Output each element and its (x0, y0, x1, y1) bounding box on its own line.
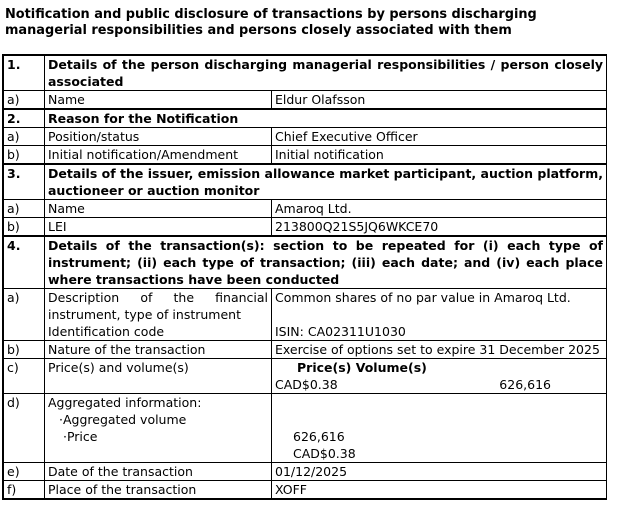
field-value (272, 359, 607, 394)
spacer (275, 306, 603, 323)
table-row (4, 146, 607, 164)
field-name: Name (45, 91, 272, 109)
section-1-heading: Details of the person discharging managerial responsibilities / person closely associated (45, 56, 607, 91)
field-value: XOFF (272, 481, 607, 499)
field-value (272, 394, 607, 463)
field-value: 213800Q21S5JQ6WKCE70 (272, 218, 607, 236)
section-2-number: 2. (4, 110, 45, 128)
row-label: a) (4, 200, 45, 218)
price-volume-header: Price(s) Volume(s) (297, 360, 427, 375)
row-label: a) (4, 289, 45, 341)
section-3-number: 3. (4, 165, 45, 200)
field-name: Date of the transaction (45, 463, 272, 481)
row-label: c) (4, 359, 45, 394)
field-name: Price(s) and volume(s) (45, 359, 272, 394)
aggregated-information-label: Aggregated information: (48, 395, 202, 410)
instrument-description-value: Common shares of no par value in Amaroq Ltd. (275, 290, 571, 305)
row-label: a) (4, 91, 45, 109)
row-label: b) (4, 341, 45, 359)
section-1-number: 1. (4, 56, 45, 91)
aggregated-volume-value: 626,616 (293, 429, 345, 444)
row-label: a) (4, 128, 45, 146)
identification-code-label: Identification code (48, 324, 165, 339)
aggregated-price-label: ·Price (63, 429, 98, 444)
section-2-heading: Reason for the Notification (45, 110, 607, 128)
field-value (272, 289, 607, 341)
section-4-table (3, 236, 607, 499)
price-volume-values (275, 376, 603, 393)
field-value: 01/12/2025 (272, 463, 607, 481)
table-row-instrument (4, 289, 607, 341)
row-label: b) (4, 146, 45, 164)
field-value: Initial notification (272, 146, 607, 164)
section-4-heading: Details of the transaction(s): section to be repeated for (i) each type of instrument; (ii) each type of transaction; (iii) each date; and (iv) each place where transactions have been conducted (45, 237, 607, 289)
notification-table (2, 54, 607, 500)
section-1-header-row (4, 56, 607, 91)
field-name: LEI (45, 218, 272, 236)
field-name: Name (45, 200, 272, 218)
aggregated-price-value: CAD$0.38 (293, 446, 356, 461)
field-value: Chief Executive Officer (272, 128, 607, 146)
table-row-nature (4, 341, 607, 359)
table-row-place (4, 481, 607, 499)
price-value: CAD$0.38 (275, 377, 338, 392)
table-row-aggregated (4, 394, 607, 463)
field-value: Eldur Olafsson (272, 91, 607, 109)
section-1-table (3, 55, 607, 109)
field-name (45, 394, 272, 463)
spacer (275, 394, 603, 428)
section-4-header-row (4, 237, 607, 289)
section-2-table (3, 109, 607, 164)
isin-value: ISIN: CA02311U1030 (275, 324, 406, 339)
field-name: Place of the transaction (45, 481, 272, 499)
aggregated-volume-label: ·Aggregated volume (59, 412, 187, 427)
table-row-price-volume (4, 359, 607, 394)
section-3-header-row (4, 165, 607, 200)
row-label: e) (4, 463, 45, 481)
section-4-number: 4. (4, 237, 45, 289)
field-name: Nature of the transaction (45, 341, 272, 359)
section-3-table (3, 164, 607, 236)
field-value: Exercise of options set to expire 31 December 2025 (272, 341, 607, 359)
row-label: b) (4, 218, 45, 236)
table-row (4, 200, 607, 218)
row-label: f) (4, 481, 45, 499)
field-name: Position/status (45, 128, 272, 146)
section-2-header-row (4, 110, 607, 128)
field-name (45, 289, 272, 341)
section-3-heading: Details of the issuer, emission allowance market participant, auction platform, auctioneer or auction monitor (45, 165, 607, 200)
table-row-date (4, 463, 607, 481)
field-value: Amaroq Ltd. (272, 200, 607, 218)
document-title: Notification and public disclosure of transactions by persons discharging managerial responsibilities and persons closely associated with them (5, 7, 537, 38)
field-name: Initial notification/Amendment (45, 146, 272, 164)
instrument-description-label: Description of the financial instrument, type of instrument (48, 290, 268, 322)
table-row (4, 218, 607, 236)
table-row (4, 91, 607, 109)
volume-value: 626,616 (499, 377, 551, 392)
row-label: d) (4, 394, 45, 463)
table-row (4, 128, 607, 146)
